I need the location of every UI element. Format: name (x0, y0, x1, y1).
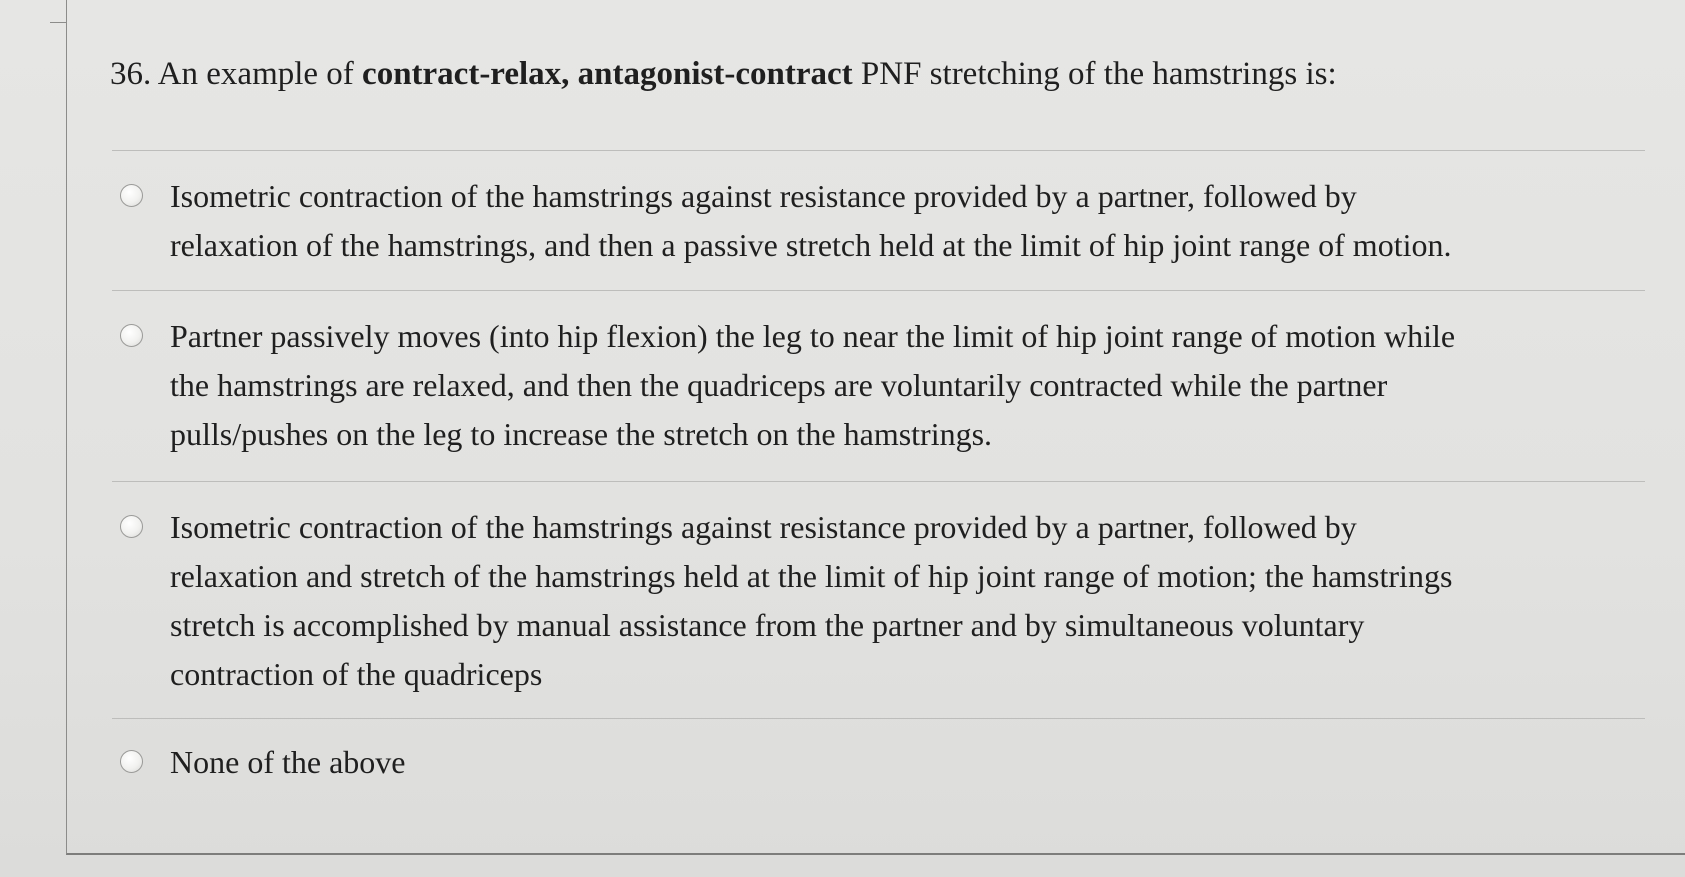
divider-1 (112, 290, 1645, 291)
question-text (110, 52, 1610, 96)
radio-button-option-4[interactable] (120, 750, 143, 773)
question-bold-term: contract-relax, antagonist-contract (362, 56, 853, 92)
answer-option-1-text[interactable] (170, 172, 1640, 270)
question-suffix: PNF stretching of the hamstrings is: (860, 56, 1337, 92)
option-line: relaxation and stretch of the hamstrings held at the limit of hip joint range of motion; the hamstrings (170, 558, 1453, 594)
divider-top (112, 150, 1645, 151)
answer-option-4-text[interactable] (170, 738, 1640, 787)
option-line: the hamstrings are relaxed, and then the quadriceps are voluntarily contracted while the partner (170, 367, 1388, 403)
option-line: contraction of the quadriceps (170, 656, 543, 692)
question-prefix: An example of (157, 56, 354, 92)
question-number: 36. (110, 56, 152, 92)
option-line: Isometric contraction of the hamstrings against resistance provided by a partner, followed by (170, 178, 1357, 214)
option-line: Isometric contraction of the hamstrings against resistance provided by a partner, followed by (170, 509, 1357, 545)
divider-3 (112, 718, 1645, 719)
divider-2 (112, 481, 1645, 482)
answer-option-3-text[interactable] (170, 503, 1640, 699)
option-line: relaxation of the hamstrings, and then a passive stretch held at the limit of hip joint range of motion. (170, 227, 1452, 263)
option-line: Partner passively moves (into hip flexion) the leg to near the limit of hip joint range of motion while (170, 318, 1456, 354)
frame-tick (50, 22, 66, 23)
option-line: None of the above (170, 744, 406, 780)
radio-button-option-2[interactable] (120, 324, 143, 347)
option-line: stretch is accomplished by manual assistance from the partner and by simultaneous voluntary (170, 607, 1365, 643)
option-line: pulls/pushes on the leg to increase the stretch on the hamstrings. (170, 416, 993, 452)
radio-button-option-3[interactable] (120, 515, 143, 538)
radio-button-option-1[interactable] (120, 184, 143, 207)
answer-option-2-text[interactable] (170, 312, 1640, 459)
